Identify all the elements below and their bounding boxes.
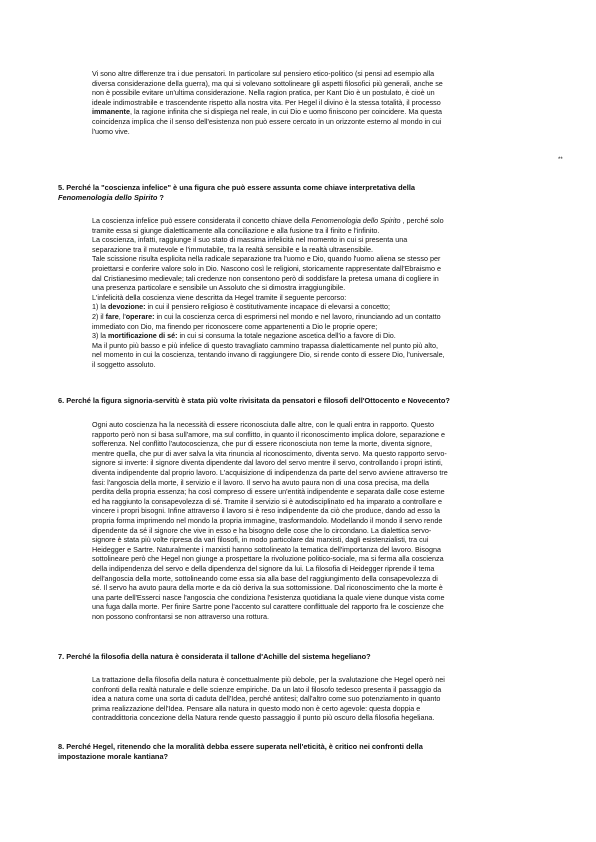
text-line: dell'angoscia della morte, sottolineando come essa sia alla base del raggiungimento della consapevolezza di [92,573,438,583]
text-line: nel momento in cui la coscienza, tentando invano di raggiungere Dio, si rende conto di essere Dio, l'universale, [92,350,445,360]
text-line: diventa indipendente dal proprio lavoro. L'acquisizione di indipendenza da parte del servo avviene attraverso tre [92,467,448,477]
text-line: Tale scissione risulta esplicita nella radicale separazione tra l'uomo e Dio, quando l'uomo aliena se stesso per [92,254,441,264]
text-line: contraddittoria concezione della Natura rende questo passaggio il punto più oscuro della filosofia hegeliana. [92,713,435,723]
text-line: una presenza particolare e sensibile un Assoluto che si dimostra irraggiungibile. [92,283,346,293]
text-line: La coscienza, infatti, raggiunge il suo stato di massima infelicità nel momento in cui si presenta una [92,235,408,245]
text-fragment: in cui la coscienza cerca di esprimersi nel mondo e nel lavoro, rinunciando ad un contatto [154,311,441,321]
text-line: sofferenza. Nel conflitto l'autocoscienza, che pur di essere riconosciuta non teme la morte, diventa signore, [92,439,433,449]
text-fragment: 1) la [92,302,108,312]
text-line: non possono confrontarsi se non attraverso una rottura. [92,611,269,621]
text-line: immediato con Dio, ma finendo per riconoscere come appartenenti a Dio le proprie opere; [92,321,378,331]
text-line: dal Cristianesimo medievale; tali credenze non consentono però di soddisfare la pretesa umana di cogliere in [92,273,439,283]
text-line [92,312,445,322]
text-line: separazione tra il mutevole e l'immutabile, tra la realtà sensibile e la realtà ultrasensibile. [92,244,374,254]
text-fragment: 3) la [92,331,108,341]
text-line: propria forma imprimendo nel mondo la propria immagine, trasformandolo. Modellando il mondo il servo rende [92,515,443,525]
text-line: il soggetto assoluto. [92,359,156,369]
text-line: diversa considerazione della guerra), ma qui si volevano sottolineare gli aspetti filosofici più generali, anche se [92,78,443,88]
text-line: sé. Il servo ha avuto paura della morte e da ciò deriva la sua sottomissione. Dal riconoscimento che la morte è [92,583,443,593]
text-line: signore è stata più volte ripresa da vari filosofi, in modo particolare dai marxisti, dagli esistenzialisti, tra cui [92,535,429,545]
intro-paragraph [92,69,443,136]
emphasis-operare: operare: [125,311,155,321]
heading-line: 8. Perché Hegel, ritenendo che la moralità debba essere superata nell'eticità, è critico nei confronti della [58,742,423,751]
text-fragment: in cui il pensiero religioso è costitutivamente incapace di elevarsi a concetto; [145,302,391,312]
text-line [92,302,445,312]
emphasis-devozione: devozione: [107,302,146,312]
text-line [92,107,443,117]
text-line: Vi sono altre differenze tra i due pensatori. In particolare sul pensiero etico-politico (si pensi ad esempio alla [92,69,435,78]
heading-line: 6. Perché la figura signoria-servitù è stata più volte rivisitata da pensatori e filosofi dell'Ottocento e Novecento? [58,396,450,405]
question-7-heading [58,652,371,662]
text-line: della indipendenza del servo e della dipendenza del signore da lui. La filosofia di Heidegger riprende il tema [92,563,435,573]
question-6-heading [58,396,450,406]
question-7-answer [92,675,445,723]
text-line: ideale indimostrabile e trascendente rispetto alla nostra vita. Per Hegel il divino è la stessa totalità, il processo [92,97,441,107]
text-line: Heidegger e Sartre. Naturalmente i marxisti hanno sottolineato la tematica dell'importanza del lavoro. Bisogna [92,544,441,554]
text-fragment: , la ragione infinita che si dispiega nel reale, in cui Dio e uomo finiscono per coincidere. Ma questa [129,107,442,117]
question-8-heading [58,742,423,761]
heading-line [58,193,415,203]
text-line: sottolineare però che Hegel non giunge a prospettare la rivoluzione politico-sociale, ma si ferma alla coscienza [92,554,444,564]
text-line [92,216,445,226]
text-line: La trattazione della filosofia della natura è concettualmente più debole, per la svalutazione che Hegel operò nei [92,675,445,684]
work-title: Fenomenologia dello Spirito [311,216,401,225]
text-line: vincere i propri bisogni. Infine attraverso il lavoro si è reso indipendente da ciò che produce, dando ad esso la [92,506,441,516]
text-line: l'uomo vive. [92,126,130,136]
question-5-heading [58,183,415,202]
emphasis-fare: fare [105,311,119,321]
text-line: mentre quella, che pur di aver salva la vita rinuncia al riconoscimento, diventa servo. Ma questo rapporto servo- [92,448,447,458]
text-fragment: La coscienza infelice può essere considerata il concetto chiave della [92,216,312,225]
text-line: signore si inverte: il signore diventa dipendente dal lavoro del servo mentre il servo, controllando i propri istinti, [92,458,443,468]
text-line: Ma il punto più basso e più infelice di questo travagliato cammino trapassa dialetticamente nel punto più alto, [92,340,439,350]
section-marker: ** [558,157,563,163]
text-fragment: 2) il [92,311,106,321]
text-line: una parte dell'Esserci nasce l'angoscia che condiziona l'esistenza quotidiana la quale viene dunque vista come [92,592,445,602]
text-line: tramite essa si giunge dialetticamente alla conciliazione e alla fusione tra il finito e l'infinito. [92,225,380,235]
question-6-answer [92,420,448,621]
heading-fragment: ? [157,192,164,202]
text-line: prima realizzazione dell'Idea. Pensare alla natura in questo modo non è certo agevole: questa doppia e [92,703,421,713]
text-line: idea a natura come una sorta di caduta dell'Idea, perché antitesi; dall'altro come suo potenziamento in quanto [92,694,441,704]
text-line: ed ha raggiunto la consapevolezza di sé. Tramite il servizio si è autodisciplinato ed ha imparato a controllare e [92,496,442,506]
text-line: Ogni auto coscienza ha la necessità di essere riconosciuta dalle altre, con le quali entra in rapporto. Questo [92,420,435,429]
text-line: L'infelicità della coscienza viene descritta da Hegel tramite il seguente percorso: [92,292,347,302]
text-line: rapporto però non si basa sull'amore, ma sul conflitto, in quanto il riconoscimento implica dolore, separazione e [92,429,445,439]
text-line: dipendente da sé il signore che vive in esso e ha bisogno delle cose che lo circondano. La dialettica servo- [92,525,432,535]
text-fragment: , perché solo [400,216,444,225]
text-line: confronti della realtà naturale e delle scienze empiriche. Da un lato il filosofo tedesco presenta il passaggio da [92,684,442,694]
emphasis-mortificazione: mortificazione di sé: [107,331,178,341]
text-line: coincidenza implica che il senso dell'esistenza non può essere cercato in un orizzonte esterno al mondo in cui [92,116,442,126]
question-5-answer [92,216,445,370]
text-fragment: , l' [118,311,126,321]
text-line: proiettarsi e conferire valore solo in Dio. Nascono così le religioni, storicamente rappresentate dall'Ebraismo e [92,263,441,273]
text-line: non è possibile evitare un'ultima considerazione. Nella ragion pratica, per Kant Dio è un postulato, è cioè un [92,88,435,98]
heading-line: 7. Perché la filosofia della natura è considerata il tallone d'Achille del sistema hegeliano? [58,652,371,661]
text-line: fasi: l'angoscia della morte, il servizio e il lavoro. Il servo ha avuto paura non di una cosa precisa, ma della [92,477,429,487]
heading-line: 5. Perché la "coscienza infelice" è una figura che può essere assunta come chiave interpretativa della [58,183,415,192]
text-line: perdita della propria essenza; ha così compreso di essere un'entità indipendente e separata dalle cose esterne [92,487,445,497]
emphasis-immanente: immanente [92,107,130,117]
text-line [92,331,445,341]
work-title: Fenomenologia dello Spirito [58,192,158,202]
text-line: una fuga dalla morte. Per finire Sartre pone l'accento sul carattere conflittuale del rapporto fra le coscienze che [92,602,444,612]
text-fragment: in cui si consuma la totale negazione ascetica dell'io a favore di Dio. [177,331,396,341]
heading-line: impostazione morale kantiana? [58,751,169,761]
